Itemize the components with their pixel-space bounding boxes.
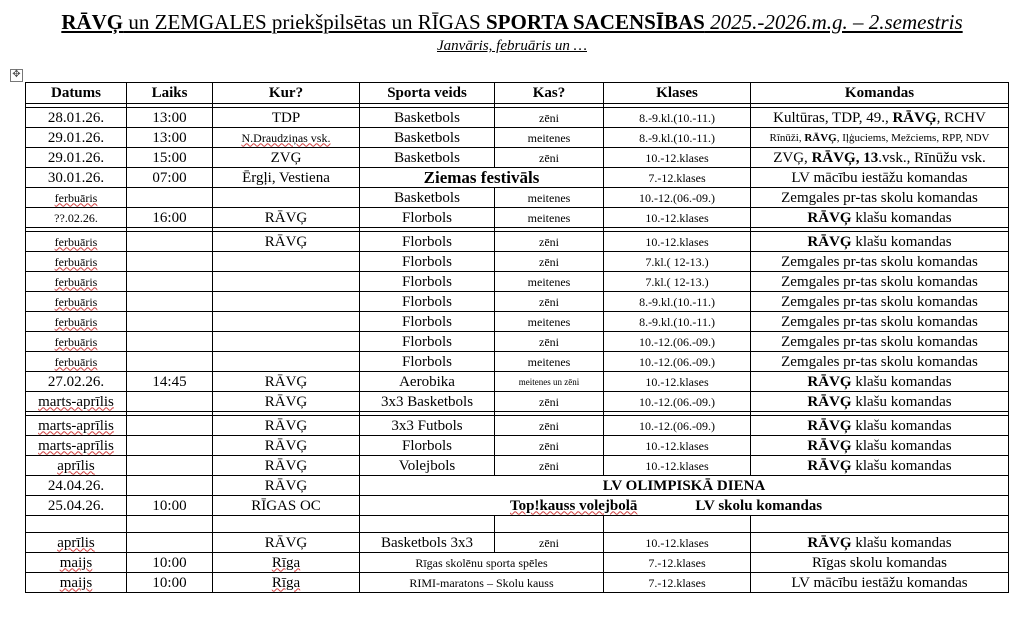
cell-time: 10:00: [127, 496, 213, 516]
cell-date: ferbuāris: [26, 332, 127, 352]
cell-classes: 8.-9.kl.(10.-11.): [604, 108, 751, 128]
cell-date: ferbuāris: [26, 312, 127, 332]
cell-who: meitenes: [495, 352, 604, 372]
table-row: [26, 148, 1009, 168]
cell-where: RĀVĢ: [213, 533, 360, 553]
cell-classes: 10.-12.(06.-09.): [604, 332, 751, 352]
teams-pre: Zemgales pr-tas skolu komandas: [781, 313, 978, 330]
table-row: [26, 332, 1009, 352]
cell-time: [127, 416, 213, 436]
cell-event-merged: [360, 496, 1009, 516]
teams-post: klašu komandas: [851, 373, 952, 390]
event-topkauss: Top!kauss volejbolā: [510, 497, 638, 514]
cell-sport: Volejbols: [360, 456, 495, 476]
cell-where: [213, 252, 360, 272]
cell-sport: Florbols: [360, 352, 495, 372]
cell-where: TDP: [213, 108, 360, 128]
teams-bold: RĀVĢ: [807, 233, 852, 250]
cell-date: 24.04.26.: [26, 476, 127, 496]
cell-who: zēni: [495, 292, 604, 312]
document-title: [0, 10, 1024, 35]
teams-post: klašu komandas: [851, 393, 952, 410]
teams-post: klašu komandas: [851, 457, 952, 474]
col-header-who: Kas?: [495, 83, 604, 104]
teams-post: klašu komandas: [851, 437, 952, 454]
cell-classes: 10.-12.klases: [604, 372, 751, 392]
schedule-table: [25, 82, 1009, 593]
col-header-time: Laiks: [127, 83, 213, 104]
cell-sport: Florbols: [360, 312, 495, 332]
table-row: [26, 272, 1009, 292]
cell-date: 27.02.26.: [26, 372, 127, 392]
cell-classes: 8.-9.kl.(10.-11.): [604, 292, 751, 312]
cell-teams: [751, 252, 1009, 272]
cell-sport: Florbols: [360, 292, 495, 312]
cell-who: meitenes: [495, 208, 604, 228]
cell-date: marts-aprīlis: [26, 416, 127, 436]
teams-pre: Rīgas skolu komandas: [812, 554, 947, 571]
teams-post: .vsk., Rīnūžu vsk.: [878, 149, 986, 166]
cell-time: 13:00: [127, 108, 213, 128]
table-row: [26, 168, 1009, 188]
cell-time: 16:00: [127, 208, 213, 228]
teams-post: , RCHV: [936, 109, 986, 126]
cell-who: meitenes: [495, 188, 604, 208]
cell-time: [127, 312, 213, 332]
cell-sport: Florbols: [360, 252, 495, 272]
cell-teams: [751, 108, 1009, 128]
col-header-date: Datums: [26, 83, 127, 104]
teams-bold: RĀVĢ: [807, 209, 852, 226]
cell-date: marts-aprīlis: [26, 436, 127, 456]
cell-time: [127, 272, 213, 292]
cell-date: 25.04.26.: [26, 496, 127, 516]
cell-who: zēni: [495, 332, 604, 352]
teams-post: klašu komandas: [851, 534, 952, 551]
cell-teams: [751, 208, 1009, 228]
cell-where: RĪGAS OC: [213, 496, 360, 516]
cell-classes: 10.-12.klases: [604, 208, 751, 228]
cell-where: [213, 332, 360, 352]
col-header-classes: Klases: [604, 83, 751, 104]
cell-time: [127, 392, 213, 412]
cell-classes: 10.-12.klases: [604, 533, 751, 553]
teams-bold: RĀVĢ: [807, 534, 852, 551]
cell-where: RĀVĢ: [213, 416, 360, 436]
cell-where: [213, 312, 360, 332]
cell-who: zēni: [495, 456, 604, 476]
cell-sport: Ziemas festivāls: [360, 168, 604, 188]
table-row: [26, 496, 1009, 516]
table-row: [26, 188, 1009, 208]
cell-sport: Basketbols: [360, 148, 495, 168]
table-row: [26, 416, 1009, 436]
table-row: [26, 252, 1009, 272]
teams-pre: LV mācību iestāžu komandas: [791, 169, 968, 186]
cell-date: aprīlis: [26, 456, 127, 476]
cell-time: [127, 533, 213, 553]
teams-bold: RĀVĢ, 13: [811, 149, 879, 166]
table-row: [26, 312, 1009, 332]
teams-pre: ZVĢ,: [773, 149, 812, 166]
cell-sport: RIMI-maratons – Skolu kauss: [360, 573, 604, 593]
teams-post: klašu komandas: [851, 417, 952, 434]
teams-pre: Zemgales pr-tas skolu komandas: [781, 333, 978, 350]
cell-where: RĀVĢ: [213, 392, 360, 412]
cell-event-merged: LV OLIMPISKĀ DIENA: [360, 476, 1009, 496]
cell-time: [127, 456, 213, 476]
table-row: [26, 476, 1009, 496]
table-row: [26, 292, 1009, 312]
cell-sport: Aerobika: [360, 372, 495, 392]
table-move-handle-icon[interactable]: ✥: [10, 69, 23, 82]
cell-who: meitenes: [495, 272, 604, 292]
table-row: [26, 553, 1009, 573]
cell-teams: [751, 188, 1009, 208]
cell-where: N.Draudziņas vsk.: [213, 128, 360, 148]
cell-teams: [751, 168, 1009, 188]
cell-where: RĀVĢ: [213, 232, 360, 252]
teams-pre: Zemgales pr-tas skolu komandas: [781, 293, 978, 310]
cell-who: zēni: [495, 436, 604, 456]
teams-bold: RĀVĢ: [807, 393, 852, 410]
cell-teams: [751, 553, 1009, 573]
cell-sport: Basketbols: [360, 128, 495, 148]
cell-teams: [751, 232, 1009, 252]
cell-sport: 3x3 Futbols: [360, 416, 495, 436]
cell-teams: [751, 392, 1009, 412]
teams-bold: RĀVĢ: [807, 417, 852, 434]
cell-teams: [751, 436, 1009, 456]
col-header-where: Kur?: [213, 83, 360, 104]
table-row: [26, 108, 1009, 128]
cell-who: zēni: [495, 252, 604, 272]
cell-where: RĀVĢ: [213, 456, 360, 476]
cell-classes: 7.kl.( 12-13.): [604, 252, 751, 272]
cell-classes: 7.-12.klases: [604, 168, 751, 188]
cell-who: meitenes: [495, 128, 604, 148]
cell-sport: Basketbols: [360, 188, 495, 208]
cell-date: ferbuāris: [26, 352, 127, 372]
teams-bold: RĀVĢ: [807, 457, 852, 474]
table-row: [26, 533, 1009, 553]
cell-where: [213, 292, 360, 312]
cell-sport: Basketbols: [360, 108, 495, 128]
cell-date: marts-aprīlis: [26, 392, 127, 412]
title-year: 2025.-2026.m.g. – 2.semestris: [704, 10, 963, 34]
teams-post: klašu komandas: [851, 233, 952, 250]
cell-who: zēni: [495, 108, 604, 128]
cell-date: ferbuāris: [26, 252, 127, 272]
title-sporta: SPORTA SACENSĪBAS: [485, 10, 705, 34]
cell-time: [127, 436, 213, 456]
table-row: [26, 573, 1009, 593]
cell-who: meitenes: [495, 312, 604, 332]
cell-sport: Florbols: [360, 232, 495, 252]
spacer-row: [26, 516, 1009, 533]
cell-date: ??.02.26.: [26, 208, 127, 228]
teams-pre: Rīnūži,: [769, 131, 805, 144]
table-header-row: [26, 83, 1009, 104]
cell-sport: Florbols: [360, 208, 495, 228]
cell-date: ferbuāris: [26, 188, 127, 208]
cell-teams: [751, 533, 1009, 553]
cell-sport: Rīgas skolēnu sporta spēles: [360, 553, 604, 573]
cell-sport: Florbols: [360, 436, 495, 456]
cell-teams: [751, 272, 1009, 292]
cell-where: RĀVĢ: [213, 208, 360, 228]
cell-date: maijs: [26, 553, 127, 573]
cell-who: meitenes un zēni: [495, 372, 604, 392]
cell-time: 10:00: [127, 553, 213, 573]
cell-where: RĀVĢ: [213, 436, 360, 456]
cell-classes: 10.-12.(06.-09.): [604, 416, 751, 436]
cell-time: 15:00: [127, 148, 213, 168]
cell-time: [127, 292, 213, 312]
cell-time: [127, 352, 213, 372]
cell-teams: [751, 332, 1009, 352]
cell-teams: [751, 372, 1009, 392]
document-subtitle: Janvāris, februāris un …: [437, 38, 587, 54]
cell-classes: 7.-12.klases: [604, 573, 751, 593]
table-row: [26, 372, 1009, 392]
table-row: [26, 208, 1009, 228]
col-header-sport: Sporta veids: [360, 83, 495, 104]
teams-pre: Kultūras, TDP, 49.,: [773, 109, 893, 126]
title-middle: un ZEMGALES priekšpilsētas un RĪGAS: [123, 10, 486, 34]
cell-date: 29.01.26.: [26, 148, 127, 168]
cell-teams: [751, 312, 1009, 332]
teams-bold: RĀVĢ: [804, 131, 837, 144]
cell-classes: 10.-12.klases: [604, 148, 751, 168]
cell-teams: [751, 292, 1009, 312]
cell-where: Ērgļi, Vestiena: [213, 168, 360, 188]
cell-classes: 8.-9.kl.(10.-11.): [604, 312, 751, 332]
table-row: [26, 128, 1009, 148]
cell-date: maijs: [26, 573, 127, 593]
cell-where: [213, 188, 360, 208]
cell-time: [127, 332, 213, 352]
cell-time: [127, 188, 213, 208]
teams-bold: RĀVĢ: [807, 437, 852, 454]
cell-date: 28.01.26.: [26, 108, 127, 128]
cell-classes: 10.-12.klases: [604, 436, 751, 456]
cell-teams: [751, 128, 1009, 148]
cell-where: [213, 352, 360, 372]
cell-where: Rīga: [213, 553, 360, 573]
cell-classes: 7.kl.( 12-13.): [604, 272, 751, 292]
cell-date: aprīlis: [26, 533, 127, 553]
teams-pre: Zemgales pr-tas skolu komandas: [781, 273, 978, 290]
cell-classes: 7.-12.klases: [604, 553, 751, 573]
cell-who: zēni: [495, 148, 604, 168]
cell-time: 13:00: [127, 128, 213, 148]
cell-classes: 10.-12.(06.-09.): [604, 188, 751, 208]
cell-date: ferbuāris: [26, 292, 127, 312]
cell-teams: [751, 573, 1009, 593]
table-row: [26, 352, 1009, 372]
cell-sport: Basketbols 3x3: [360, 533, 495, 553]
event-lv-skolu: LV skolu komandas: [695, 497, 823, 514]
cell-who: zēni: [495, 232, 604, 252]
teams-post: klašu komandas: [851, 209, 952, 226]
cell-classes: 10.-12.klases: [604, 232, 751, 252]
cell-date: 30.01.26.: [26, 168, 127, 188]
cell-time: [127, 232, 213, 252]
cell-teams: [751, 352, 1009, 372]
cell-sport: Florbols: [360, 332, 495, 352]
teams-bold: RĀVĢ: [892, 109, 937, 126]
cell-who: zēni: [495, 392, 604, 412]
cell-teams: [751, 416, 1009, 436]
cell-where: ZVĢ: [213, 148, 360, 168]
cell-classes: 10.-12.klases: [604, 456, 751, 476]
cell-classes: 10.-12.(06.-09.): [604, 352, 751, 372]
cell-who: zēni: [495, 416, 604, 436]
cell-sport: 3x3 Basketbols: [360, 392, 495, 412]
cell-date: 29.01.26.: [26, 128, 127, 148]
cell-time: [127, 252, 213, 272]
cell-who: zēni: [495, 533, 604, 553]
cell-time: 14:45: [127, 372, 213, 392]
table-row: [26, 456, 1009, 476]
cell-date: ferbuāris: [26, 232, 127, 252]
cell-where: RĀVĢ: [213, 476, 360, 496]
cell-where: RĀVĢ: [213, 372, 360, 392]
cell-date: ferbuāris: [26, 272, 127, 292]
cell-time: 10:00: [127, 573, 213, 593]
teams-pre: LV mācību iestāžu komandas: [791, 574, 968, 591]
title-ravg: RĀVĢ: [61, 10, 124, 34]
table-row: [26, 436, 1009, 456]
cell-where: Rīga: [213, 573, 360, 593]
cell-sport: Florbols: [360, 272, 495, 292]
cell-where: [213, 272, 360, 292]
cell-time: [127, 476, 213, 496]
cell-classes: 10.-12.(06.-09.): [604, 392, 751, 412]
table-row: [26, 392, 1009, 412]
teams-post: , Iļģuciems, Mežciems, RPP, NDV: [836, 131, 990, 144]
cell-time: 07:00: [127, 168, 213, 188]
col-header-teams: Komandas: [751, 83, 1009, 104]
teams-pre: Zemgales pr-tas skolu komandas: [781, 253, 978, 270]
teams-pre: Zemgales pr-tas skolu komandas: [781, 353, 978, 370]
teams-bold: RĀVĢ: [807, 373, 852, 390]
cell-classes: 8.-9.kl.(10.-11.): [604, 128, 751, 148]
cell-teams: [751, 148, 1009, 168]
teams-pre: Zemgales pr-tas skolu komandas: [781, 189, 978, 206]
cell-teams: [751, 456, 1009, 476]
table-row: [26, 232, 1009, 252]
